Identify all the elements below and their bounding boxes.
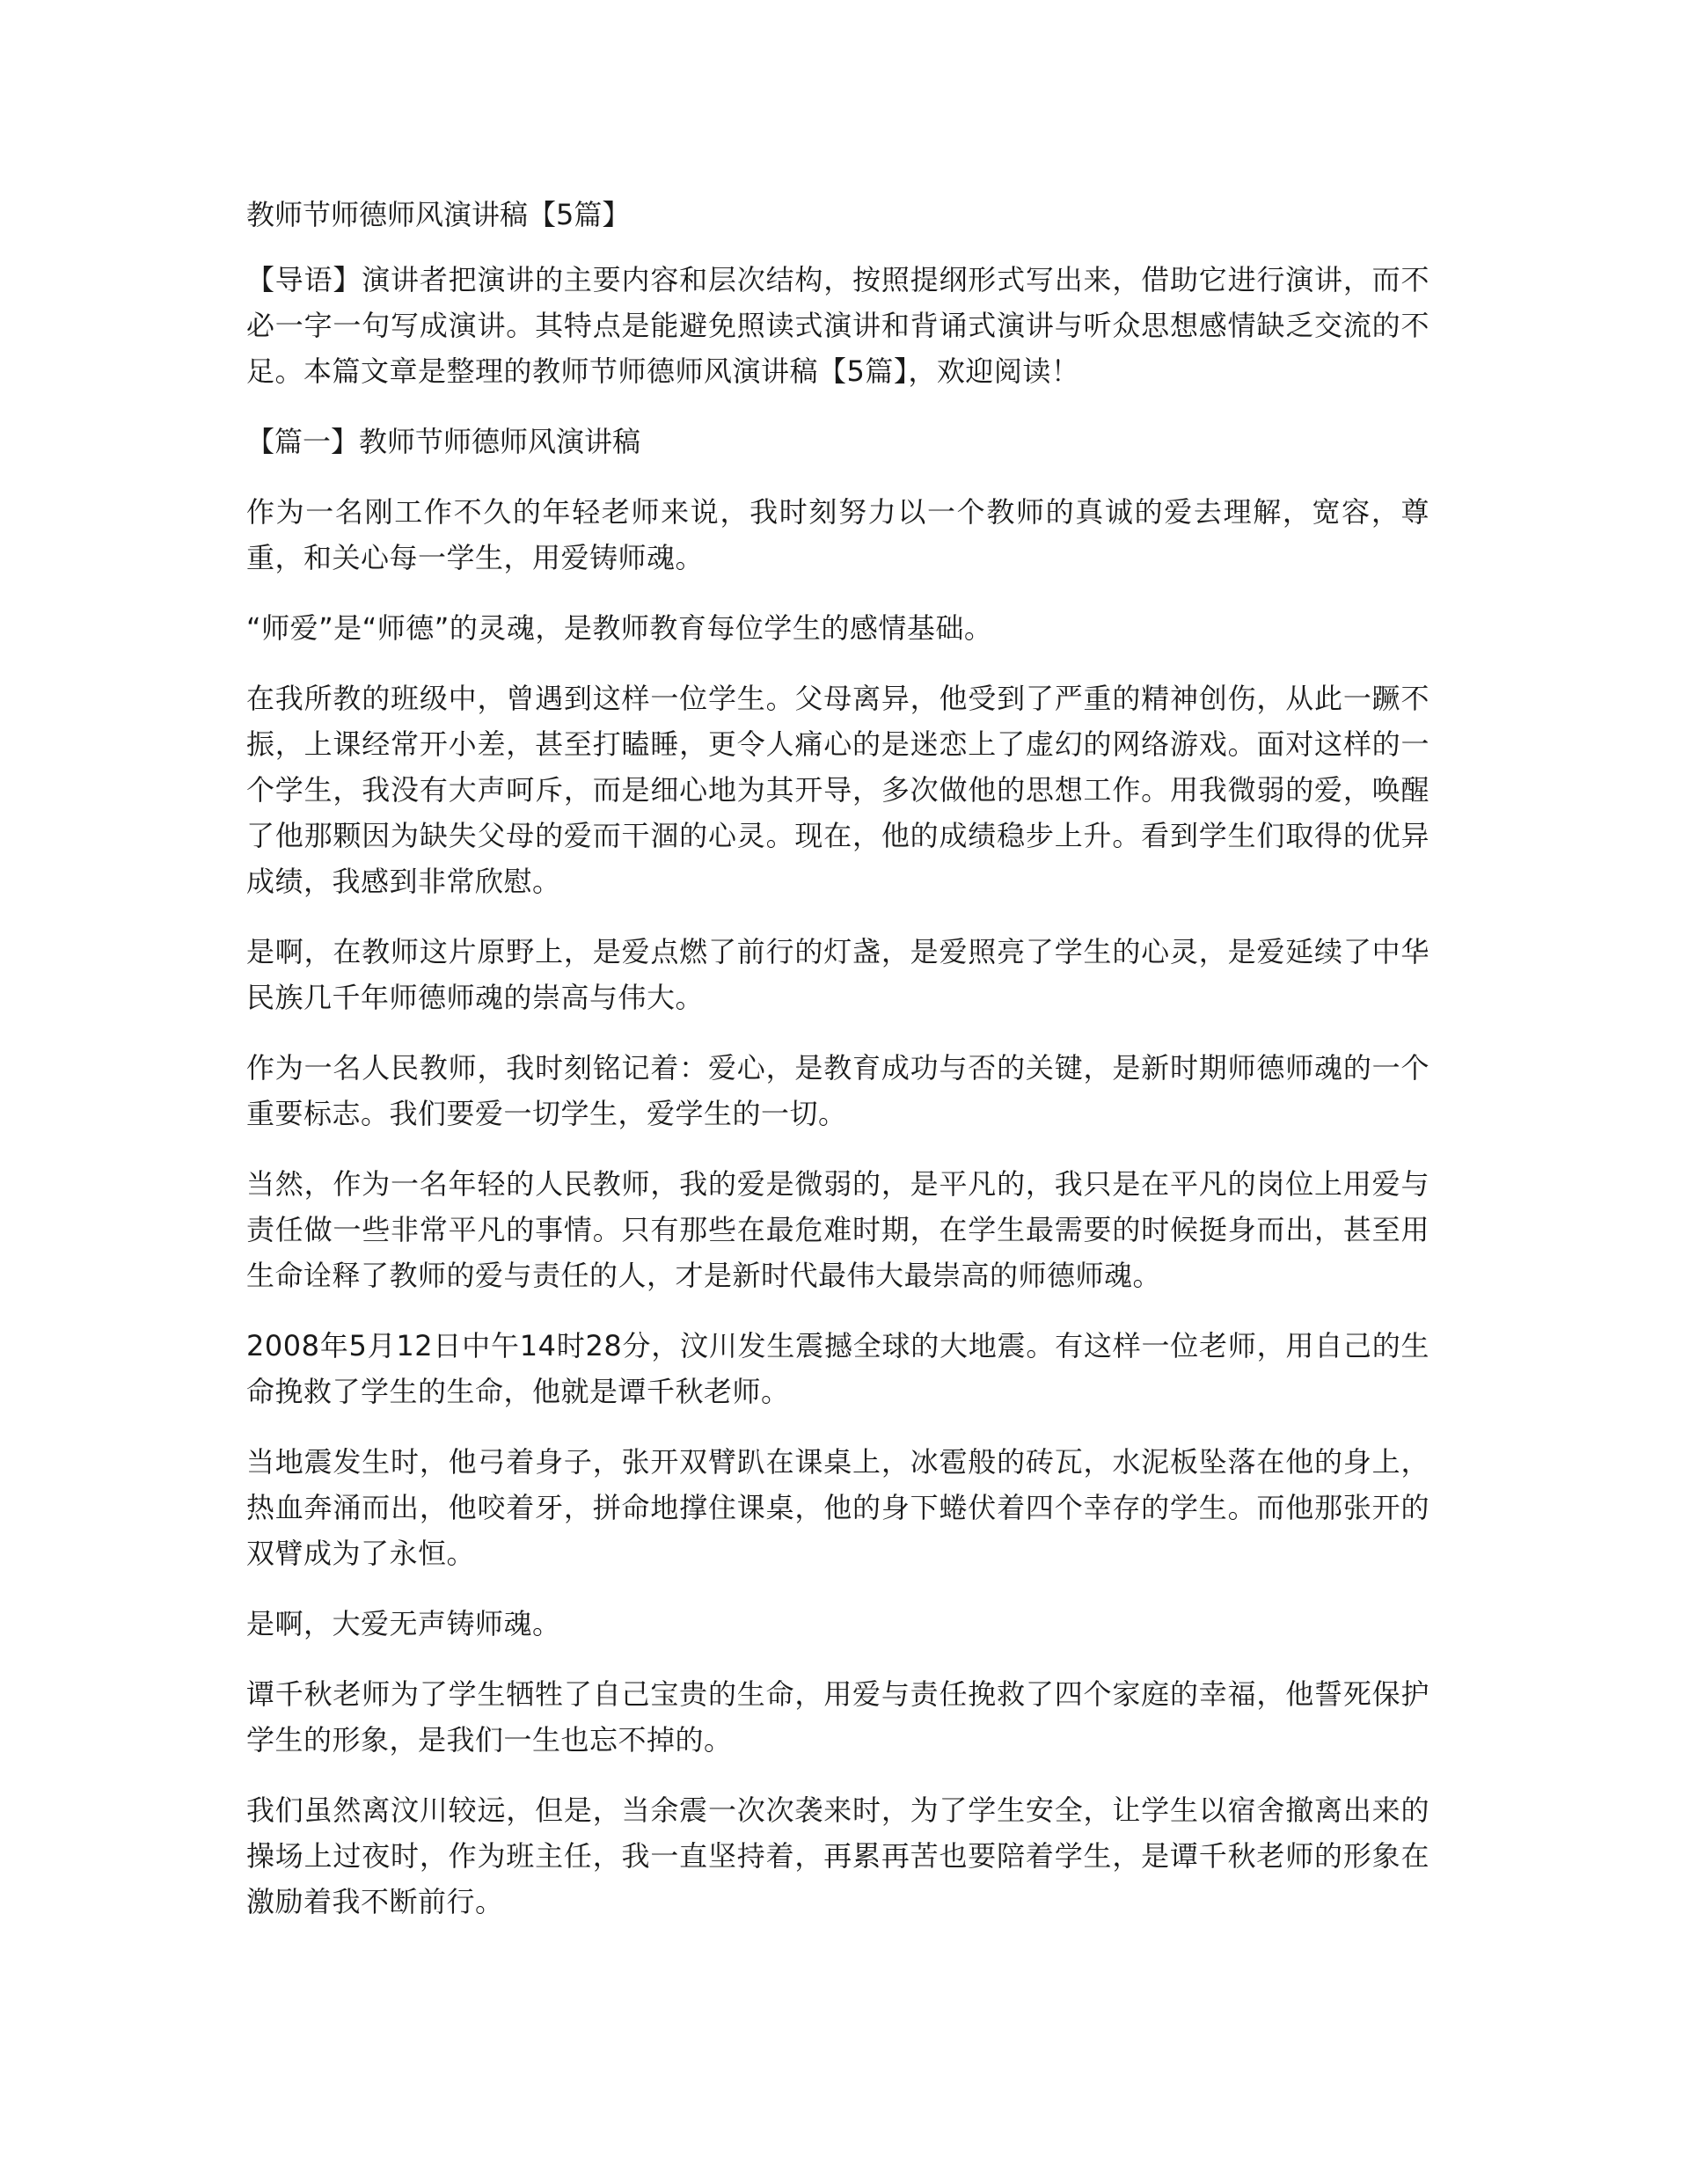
- body-paragraph: 在我所教的班级中，曾遇到这样一位学生。父母离异，他受到了严重的精神创伤，从此一蹶不振，上课经常开小差，甚至打瞌睡，更令人痛心的是迷恋上了虚幻的网络游戏。面对这样的一个学生，我没有大声呵斥，而是细心地为其开导，多次做他的思想工作。用我微弱的爱，唤醒了他那颗因为缺失父母的爱而干涸的心灵。现在，他的成绩稳步上升。看到学生们取得的优异成绩，我感到非常欣慰。: [246, 682, 1429, 898]
- body-paragraph: 谭千秋老师为了学生牺牲了自己宝贵的生命，用爱与责任挽救了四个家庭的幸福，他誓死保护学生的形象，是我们一生也忘不掉的。: [246, 1677, 1429, 1757]
- section-heading: 【篇一】教师节师德师风演讲稿: [246, 425, 641, 458]
- body-paragraph: 是啊，在教师这片原野上，是爱点燃了前行的灯盏，是爱照亮了学生的心灵，是爱延续了中华民族几千年师德师魂的崇高与伟大。: [246, 935, 1429, 1014]
- body-paragraph: 我们虽然离汶川较远，但是，当余震一次次袭来时，为了学生安全，让学生以宿舍撤离出来的操场上过夜时，作为班主任，我一直坚持着，再累再苦也要陪着学生，是谭千秋老师的形象在激励着我不断前行。: [246, 1793, 1429, 1918]
- document-page: [246, 192, 1429, 1949]
- body-paragraph: 2008年5月12日中午14时28分，汶川发生震撼全球的大地震。有这样一位老师，用自己的生命挽救了学生的生命，他就是谭千秋老师。: [246, 1329, 1429, 1408]
- body-paragraph: 作为一名刚工作不久的年轻老师来说，我时刻努力以一个教师的真诚的爱去理解，宽容，尊重，和关心每一学生，用爱铸师魂。: [246, 495, 1429, 574]
- body-paragraph: 作为一名人民教师，我时刻铭记着：爱心，是教育成功与否的关键，是新时期师德师魂的一个重要标志。我们要爱一切学生，爱学生的一切。: [246, 1051, 1429, 1130]
- body-paragraph: “师爱”是“师德”的灵魂，是教师教育每位学生的感情基础。: [246, 611, 993, 645]
- body-paragraph: 当然，作为一名年轻的人民教师，我的爱是微弱的，是平凡的，我只是在平凡的岗位上用爱与责任做一些非常平凡的事情。只有那些在最危难时期，在学生最需要的时候挺身而出，甚至用生命诠释了教师的爱与责任的人，才是新时代最伟大最崇高的师德师魂。: [246, 1167, 1429, 1292]
- body-paragraph: 是啊，大爱无声铸师魂。: [246, 1607, 561, 1640]
- document-title: 教师节师德师风演讲稿【5篇】: [246, 198, 631, 231]
- body-paragraph: 当地震发生时，他弓着身子，张开双臂趴在课桌上，冰雹般的砖瓦，水泥板坠落在他的身上，热血奔涌而出，他咬着牙，拼命地撑住课桌，他的身下蜷伏着四个幸存的学生。而他那张开的双臂成为了永恒。: [246, 1445, 1429, 1570]
- intro-paragraph: 【导语】演讲者把演讲的主要内容和层次结构，按照提纲形式写出来，借助它进行演讲，而不必一字一句写成演讲。其特点是能避免照读式演讲和背诵式演讲与听众思想感情缺乏交流的不足。本篇文章是整理的教师节师德师风演讲稿【5篇】，欢迎阅读！: [246, 263, 1429, 388]
